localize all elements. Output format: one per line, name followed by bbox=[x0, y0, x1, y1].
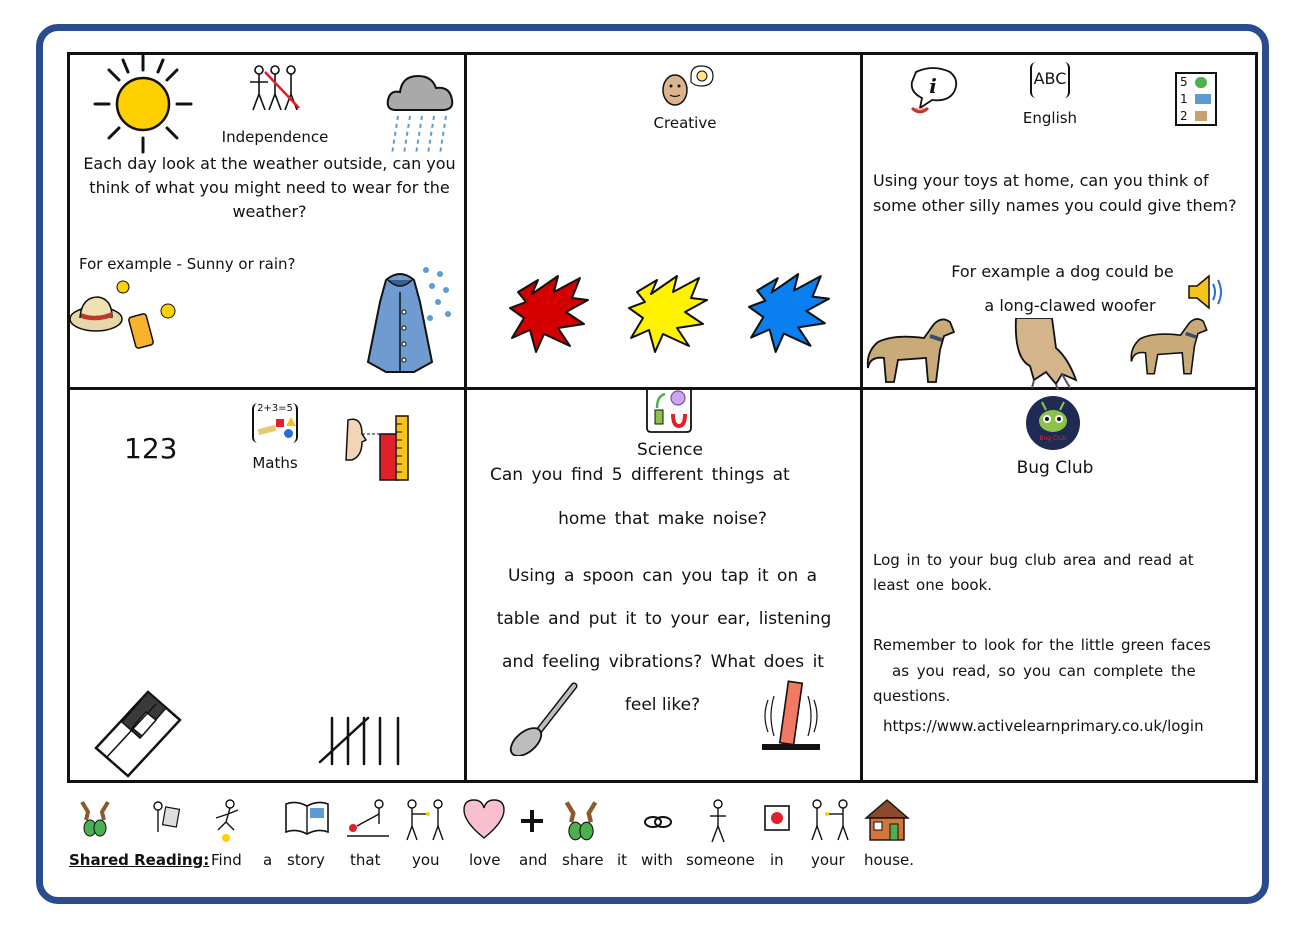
chocolate-bar-icon bbox=[92, 686, 184, 780]
your-icon bbox=[808, 798, 854, 842]
blue-paint-splat-icon bbox=[746, 270, 834, 354]
spoon-icon bbox=[508, 682, 580, 756]
that-icon bbox=[345, 798, 391, 840]
vibration-icon bbox=[760, 676, 822, 756]
creative-title: Creative bbox=[653, 114, 717, 132]
independence-text: Each day look at the weather outside, can you think of what you might need to wear for the weather? bbox=[83, 154, 456, 221]
science-line2: home that make noise? bbox=[558, 509, 767, 529]
rain-cloud-icon bbox=[384, 66, 456, 156]
tally-marks-icon bbox=[318, 714, 404, 768]
plus-icon bbox=[518, 798, 546, 838]
footer-word: story bbox=[287, 851, 325, 869]
footer-word: love bbox=[469, 851, 501, 869]
english-example-line2: a long-clawed woofer bbox=[984, 296, 1156, 315]
science-line1: Can you find 5 different things at bbox=[490, 465, 790, 485]
science-para-line: table and put it to your ear, listening bbox=[496, 609, 832, 629]
bugclub-text2-line2: as you read, so you can complete the bbox=[892, 662, 1196, 680]
maths-title: Maths bbox=[252, 454, 298, 472]
sun-hat-and-suncream-icon bbox=[70, 275, 185, 355]
science-para-line: and feeling vibrations? What does it bbox=[502, 652, 824, 672]
find-icon bbox=[208, 798, 244, 844]
bugclub-text2-line1: Remember to look for the little green faces bbox=[873, 636, 1211, 654]
speaker-icon bbox=[1187, 274, 1227, 310]
sun-icon bbox=[93, 52, 193, 156]
english-text: Using your toys at home, can you think of some other silly names you could give them? bbox=[873, 171, 1237, 215]
footer-word: you bbox=[412, 851, 440, 869]
footer-word: house. bbox=[864, 851, 915, 869]
share-hands-icon bbox=[558, 798, 604, 842]
footer-word: and bbox=[519, 851, 548, 869]
in-icon bbox=[762, 798, 792, 838]
footer-word: your bbox=[811, 851, 845, 869]
maths-number: 123 bbox=[124, 432, 178, 465]
bugclub-text1: Log in to your bug club area and read at least one book. bbox=[873, 551, 1194, 594]
with-link-icon bbox=[642, 798, 674, 838]
independence-title: Independence bbox=[221, 128, 329, 146]
dog-icon bbox=[864, 312, 960, 384]
grid-divider bbox=[464, 55, 467, 780]
bug-club-logo-text: Bug Club bbox=[1039, 435, 1067, 442]
bugclub-title: Bug Club bbox=[1016, 458, 1094, 478]
measuring-height-icon bbox=[344, 414, 410, 482]
footer-word: Find bbox=[211, 851, 242, 869]
speech-info-icon bbox=[906, 66, 960, 118]
heart-icon bbox=[462, 798, 506, 840]
book-icon bbox=[284, 798, 330, 838]
science-title: Science bbox=[637, 440, 703, 460]
footer-word: in bbox=[770, 851, 784, 869]
you-icon bbox=[404, 798, 448, 842]
english-title: English bbox=[1022, 109, 1078, 127]
raincoat-icon bbox=[356, 262, 454, 376]
bugclub-link[interactable]: https://www.activelearnprimary.co.uk/login bbox=[883, 717, 1204, 735]
science-icon bbox=[645, 388, 693, 434]
maths-symbol-icon: 2+3=5 bbox=[252, 403, 298, 443]
dog-icon bbox=[1128, 308, 1212, 380]
footer-word: a bbox=[263, 851, 273, 869]
science-para-line: feel like? bbox=[624, 695, 701, 715]
creative-thinking-icon bbox=[659, 64, 715, 108]
shared-reading-label: Shared Reading: bbox=[69, 851, 210, 869]
bug-club-logo bbox=[1024, 396, 1082, 450]
dog-claw-icon bbox=[1008, 318, 1082, 390]
footer-word: someone bbox=[686, 851, 755, 869]
science-para-line: Using a spoon can you tap it on a bbox=[507, 566, 818, 586]
house-icon bbox=[864, 798, 910, 842]
yellow-paint-splat-icon bbox=[627, 272, 711, 354]
independence-people-icon bbox=[247, 64, 303, 112]
footer-word: that bbox=[350, 851, 381, 869]
abc-icon: ABC bbox=[1030, 62, 1070, 98]
english-example-line1: For example a dog could be bbox=[951, 262, 1174, 281]
footer-word: with bbox=[641, 851, 673, 869]
numbered-list-icon: 5 1 2 bbox=[1175, 72, 1217, 126]
someone-icon bbox=[704, 798, 732, 844]
reading-person-icon bbox=[148, 798, 182, 838]
share-hands-icon bbox=[78, 798, 112, 838]
footer-word: share bbox=[562, 851, 604, 869]
grid-divider bbox=[860, 55, 863, 780]
footer-word: it bbox=[617, 851, 628, 869]
svg-text:i: i bbox=[929, 74, 937, 98]
bugclub-text2-line3: questions. bbox=[873, 687, 951, 705]
independence-example: For example - Sunny or rain? bbox=[79, 255, 296, 273]
red-paint-splat-icon bbox=[508, 272, 592, 354]
